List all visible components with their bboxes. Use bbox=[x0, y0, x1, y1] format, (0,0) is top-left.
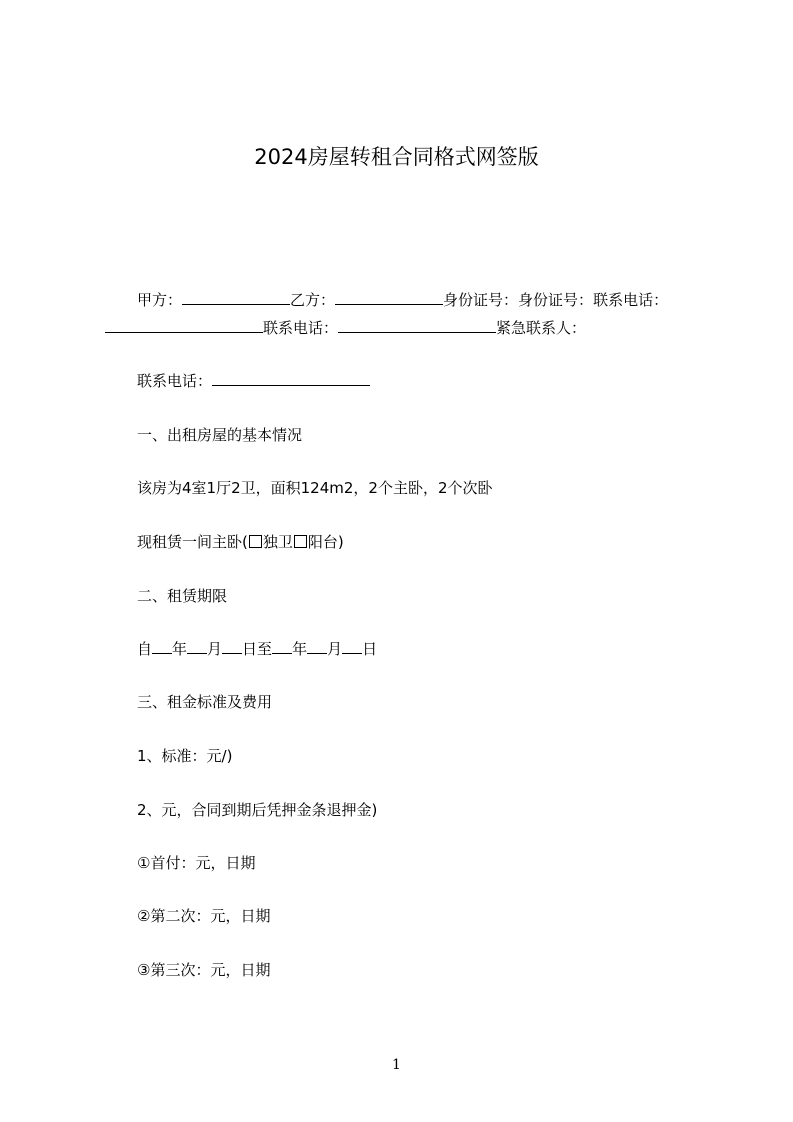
payment-second: ②第二次：元，日期 bbox=[137, 907, 271, 925]
balcony-checkbox[interactable] bbox=[294, 535, 307, 548]
emergency-contact-label: 紧急联系人： bbox=[496, 319, 587, 337]
term-day-end: 日 bbox=[362, 640, 378, 658]
end-year-blank[interactable] bbox=[272, 639, 292, 654]
section1-heading: 一、出租房屋的基本情况 bbox=[137, 426, 303, 444]
page-number: 1 bbox=[392, 1057, 401, 1073]
rent-scope-prefix: 现租赁一间主卧( bbox=[137, 533, 248, 551]
term-month-1: 月 bbox=[207, 640, 223, 658]
term-from: 自 bbox=[137, 640, 153, 658]
party-a-blank[interactable] bbox=[182, 290, 290, 305]
parties-line-1 bbox=[137, 290, 668, 310]
emergency-phone-label: 联系电话： bbox=[137, 372, 213, 390]
payment-third: ③第三次：元，日期 bbox=[137, 961, 271, 979]
emergency-phone-line bbox=[137, 371, 370, 391]
end-day-blank[interactable] bbox=[342, 639, 362, 654]
party-a-label: 甲方： bbox=[137, 291, 183, 309]
party-b-blank[interactable] bbox=[335, 290, 443, 305]
phone-label-1: 联系电话： bbox=[593, 291, 669, 309]
section3-heading: 三、租金标准及费用 bbox=[137, 693, 273, 711]
start-day-blank[interactable] bbox=[222, 639, 242, 654]
balcony-label: 阳台) bbox=[307, 533, 344, 551]
party-b-label: 乙方： bbox=[290, 291, 336, 309]
private-bath-checkbox[interactable] bbox=[249, 535, 262, 548]
document-title: 2024房屋转租合同格式网签版 bbox=[254, 145, 539, 169]
parties-line-2 bbox=[105, 318, 586, 338]
term-month-2: 月 bbox=[327, 640, 343, 658]
term-year-1: 年 bbox=[172, 640, 188, 658]
id-label-1: 身份证号： bbox=[443, 291, 519, 309]
end-month-blank[interactable] bbox=[307, 639, 327, 654]
house-description: 该房为4室1厅2卫，面积124m2，2个主卧，2个次卧 bbox=[137, 479, 493, 497]
private-bath-label: 独卫 bbox=[262, 533, 293, 551]
emergency-phone-blank[interactable] bbox=[212, 371, 370, 386]
lease-term-line bbox=[137, 639, 377, 659]
term-year-2: 年 bbox=[292, 640, 308, 658]
rent-standard-item: 1、标准：元/) bbox=[137, 747, 233, 765]
phone-label-2: 联系电话： bbox=[263, 319, 339, 337]
section2-heading: 二、租赁期限 bbox=[137, 587, 228, 605]
rent-scope-line bbox=[137, 532, 344, 552]
payment-first: ①首付：元，日期 bbox=[137, 854, 256, 872]
phone-1-blank[interactable] bbox=[105, 318, 263, 333]
phone-2-blank[interactable] bbox=[338, 318, 496, 333]
start-month-blank[interactable] bbox=[187, 639, 207, 654]
start-year-blank[interactable] bbox=[152, 639, 172, 654]
term-day-to: 日至 bbox=[242, 640, 273, 658]
id-label-2: 身份证号： bbox=[518, 291, 594, 309]
deposit-item: 2、元，合同到期后凭押金条退押金) bbox=[137, 801, 378, 819]
